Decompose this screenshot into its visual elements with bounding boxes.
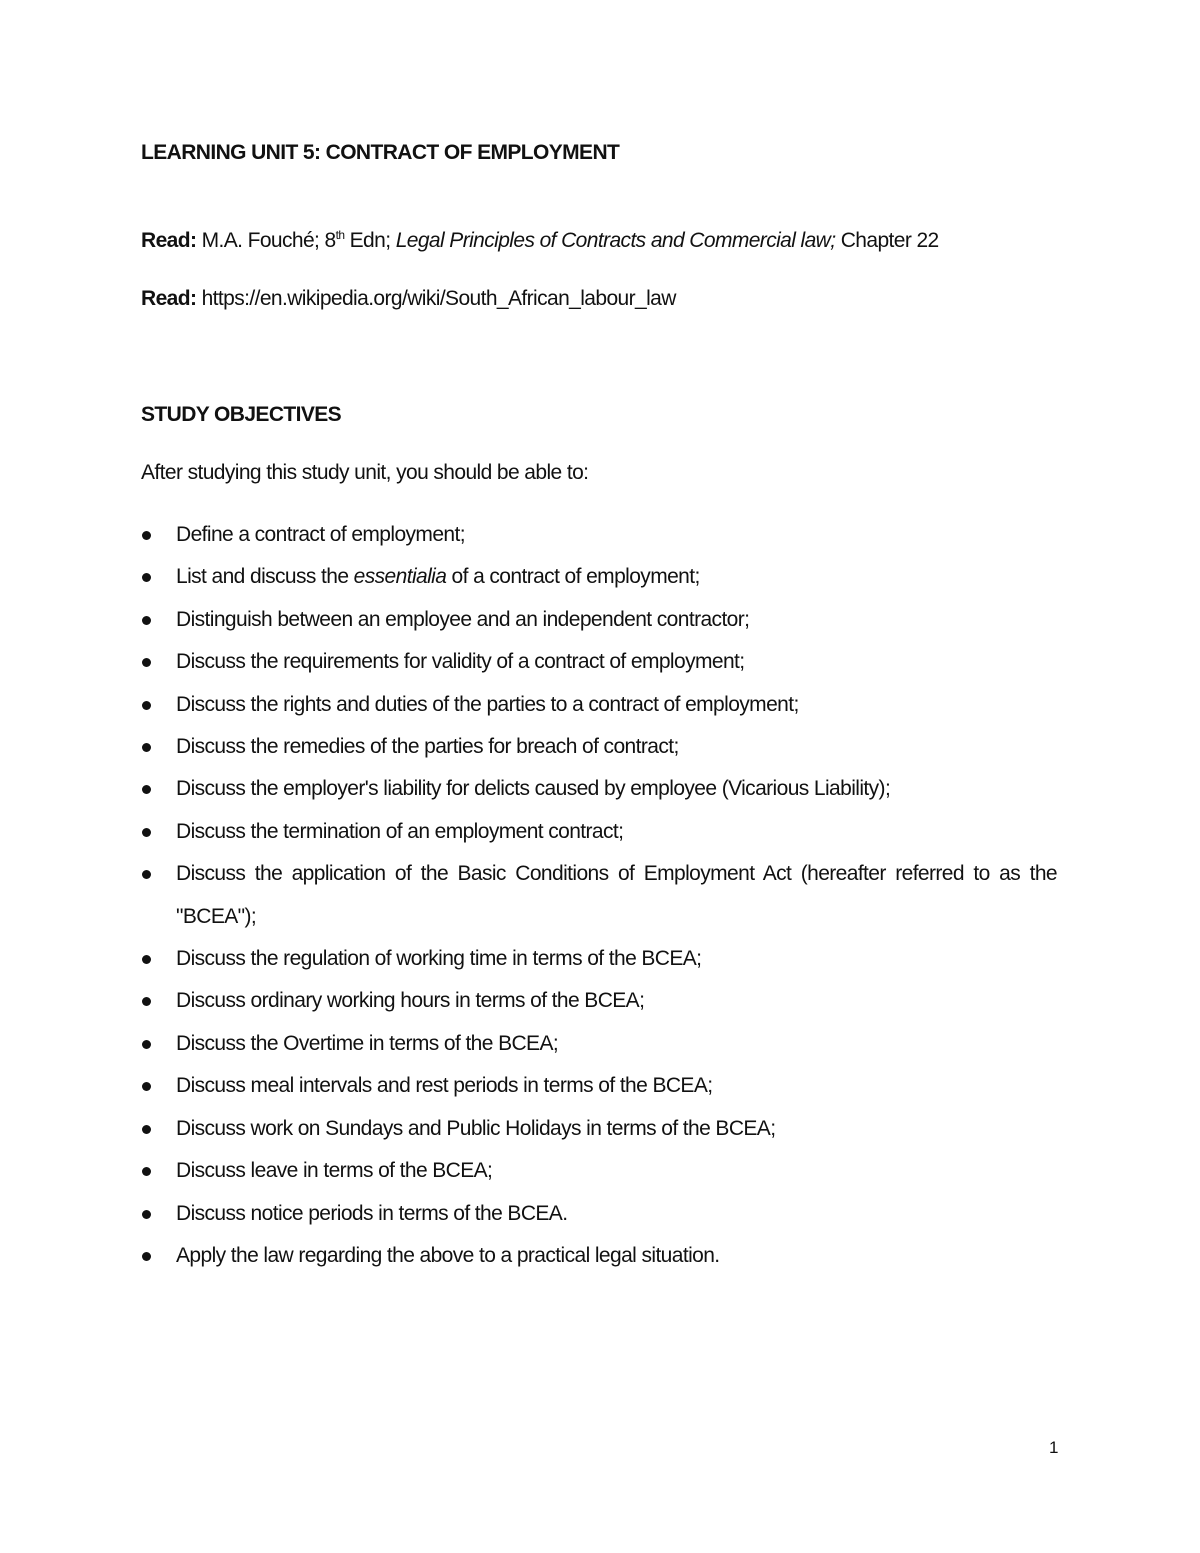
objective-item [141,1065,1057,1107]
objective-item [141,768,1057,810]
unit-title: LEARNING UNIT 5: CONTRACT OF EMPLOYMENT [141,141,620,164]
objective-text: Discuss leave in terms of the BCEA; [176,1159,493,1183]
objective-text: List and discuss the [176,565,354,589]
page-number: 1 [1049,1438,1059,1457]
objective-text: Define a contract of employment; [176,523,465,546]
bullet-icon [142,870,151,879]
objective-item [141,641,1057,683]
edition-superscript: th [335,228,345,242]
bullet-icon [142,701,151,710]
objective-text: Discuss the requirements for validity of a contract of employment; [176,650,745,674]
objectives-intro: After studying this study unit, you should be able to: [141,461,589,484]
book-chapter: Chapter 22 [835,229,939,252]
objective-item [141,980,1057,1022]
bullet-icon [142,997,151,1006]
read-label: Read: [141,229,197,252]
book-edition: Edn; [344,229,396,252]
objective-item [141,1193,1057,1235]
bullet-icon [142,743,151,752]
read-label: Read: [141,287,197,310]
bullet-icon [142,573,151,582]
objective-text: Discuss notice periods in terms of the BCEA. [176,1201,568,1225]
objective-item [141,1108,1057,1150]
objective-text: Apply the law regarding the above to a practical legal situation. [176,1243,720,1267]
book-title: Legal Principles of Contracts and Commercial law; [395,229,836,252]
objective-item [141,599,1057,641]
objective-text: Discuss the application of the Basic Conditions of Employment Act (hereafter referred to as the "BCEA"); [176,862,1057,928]
objective-text: Discuss work on Sundays and Public Holidays in terms of the BCEA; [176,1116,776,1140]
reading-reference-book [141,229,939,253]
bullet-icon [142,1040,151,1049]
objective-text: Distinguish between an employee and an independent contractor; [176,607,750,631]
bullet-icon [142,828,151,837]
bullet-icon [142,1125,151,1134]
objective-text: Discuss ordinary working hours in terms of the BCEA; [176,989,645,1013]
bullet-icon [142,658,151,667]
bullet-icon [142,1210,151,1219]
objective-item [141,726,1057,768]
objectives-list [141,514,1057,1277]
objective-item [141,1235,1057,1277]
bullet-icon [142,616,151,625]
objective-item [141,1023,1057,1065]
bullet-icon [142,955,151,964]
bullet-icon [142,1252,151,1261]
bullet-icon [142,785,151,794]
objective-text: Discuss the remedies of the parties for breach of contract; [176,735,679,759]
objective-text: Discuss meal intervals and rest periods in terms of the BCEA; [176,1074,713,1098]
objective-text: Discuss the Overtime in terms of the BCEA; [176,1031,559,1055]
reading-reference-web [141,287,676,311]
objective-text: Discuss the regulation of working time in terms of the BCEA; [176,947,702,971]
objective-item [141,853,1057,938]
objective-item [141,1150,1057,1192]
objective-text: Discuss the termination of an employment contract; [176,819,624,843]
objective-item [141,684,1057,726]
book-author: M.A. Fouché; 8 [196,229,336,252]
objective-item [141,556,1057,598]
objective-item [141,514,1057,556]
objective-text: Discuss the rights and duties of the parties to a contract of employment; [176,692,799,716]
objective-item [141,811,1057,853]
objective-text: of a contract of employment; [446,565,700,589]
objective-item [141,938,1057,980]
objective-text: Discuss the employer's liability for delicts caused by employee (Vicarious Liability); [176,777,891,801]
study-objectives-heading: STUDY OBJECTIVES [141,403,342,426]
bullet-icon [142,531,151,540]
bullet-icon [142,1167,151,1176]
objective-emphasis: essentialia [353,565,447,589]
reading-url: https://en.wikipedia.org/wiki/South_African_labour_law [196,287,676,310]
bullet-icon [142,1082,151,1091]
